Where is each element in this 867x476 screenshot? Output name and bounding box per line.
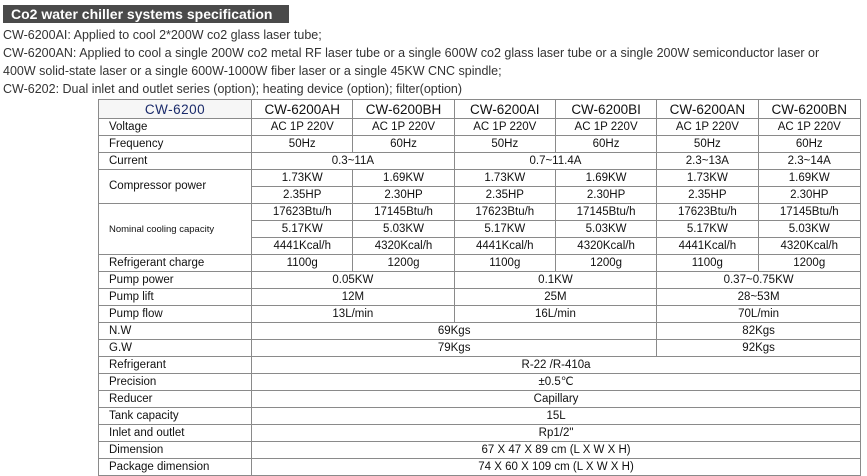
table-row-refrigerant: [99, 357, 861, 374]
row-label: Frequency: [99, 136, 252, 153]
cell: 2.30HP: [555, 187, 656, 204]
cell: 0.37~0.75KW: [657, 272, 861, 289]
model-cell: CW-6200AI: [454, 100, 555, 119]
model-cell: CW-6200AH: [252, 100, 353, 119]
cell: 2.35HP: [657, 187, 758, 204]
row-label: N.W: [99, 323, 252, 340]
table-row-models: [99, 100, 861, 119]
table-row-cooling-btu: [99, 204, 861, 221]
cell: 5.17KW: [252, 221, 353, 238]
cell: 60Hz: [758, 136, 861, 153]
cell: 0.7~11.4A: [454, 153, 657, 170]
cell: 28~53M: [657, 289, 861, 306]
row-label: Refrigerant: [99, 357, 252, 374]
cell: 2.30HP: [353, 187, 454, 204]
cell: AC 1P 220V: [657, 119, 758, 136]
cell: 17623Btu/h: [657, 204, 758, 221]
table-row-package: [99, 459, 861, 476]
row-label: Dimension: [99, 442, 252, 459]
table-row-tank: [99, 408, 861, 425]
cell: 4441Kcal/h: [454, 238, 555, 255]
description-an: CW-6200AN: Applied to cool a single 200W co2 metal RF laser tube or a single 600W co2 glass laser tube or a single 200W semiconductor laser or: [3, 46, 820, 60]
row-label: Voltage: [99, 119, 252, 136]
table-row-gw: [99, 340, 861, 357]
cell: 1.73KW: [252, 170, 353, 187]
cell: 4320Kcal/h: [758, 238, 861, 255]
cell: 2.3~14A: [758, 153, 861, 170]
cell: 1.69KW: [353, 170, 454, 187]
cell: 2.30HP: [758, 187, 861, 204]
row-label: Current: [99, 153, 252, 170]
table-row-pump-lift: [99, 289, 861, 306]
row-label: Compressor power: [99, 170, 252, 204]
cell: 5.17KW: [657, 221, 758, 238]
cell: 1200g: [555, 255, 656, 272]
row-label: Tank capacity: [99, 408, 252, 425]
cell: 1.73KW: [657, 170, 758, 187]
row-label: G.W: [99, 340, 252, 357]
cell: 2.35HP: [454, 187, 555, 204]
cell: 1100g: [657, 255, 758, 272]
table-row-compressor-kw: [99, 170, 861, 187]
cell: 2.3~13A: [657, 153, 758, 170]
model-cell: CW-6200AN: [657, 100, 758, 119]
row-label: Pump lift: [99, 289, 252, 306]
cell: 1100g: [252, 255, 353, 272]
cell: 82Kgs: [657, 323, 861, 340]
table-row-current: [99, 153, 861, 170]
row-label: Refrigerant charge: [99, 255, 252, 272]
cell: Rp1/2": [252, 425, 861, 442]
cell: 15L: [252, 408, 861, 425]
row-label: Pump power: [99, 272, 252, 289]
cell: AC 1P 220V: [454, 119, 555, 136]
row-label: Nominal cooling capacity: [99, 204, 252, 255]
row-label: Reducer: [99, 391, 252, 408]
table-row-refrigerant-charge: [99, 255, 861, 272]
page-title: Co2 water chiller systems specification: [3, 5, 289, 23]
row-label: Pump flow: [99, 306, 252, 323]
cell: 5.03KW: [758, 221, 861, 238]
cell: 60Hz: [353, 136, 454, 153]
cell: AC 1P 220V: [555, 119, 656, 136]
cell: 67 X 47 X 89 cm (L X W X H): [252, 442, 861, 459]
cell: 0.05KW: [252, 272, 455, 289]
cell: 4441Kcal/h: [252, 238, 353, 255]
table-row-pump-power: [99, 272, 861, 289]
table-row-nw: [99, 323, 861, 340]
cell: 1200g: [758, 255, 861, 272]
cell: 12M: [252, 289, 455, 306]
cell: 60Hz: [555, 136, 656, 153]
cell: 50Hz: [454, 136, 555, 153]
cell: 4320Kcal/h: [353, 238, 454, 255]
model-cell: CW-6200BH: [353, 100, 454, 119]
row-label: Precision: [99, 374, 252, 391]
row-label: Package dimension: [99, 459, 252, 476]
cell: 16L/min: [454, 306, 657, 323]
cell: 17623Btu/h: [252, 204, 353, 221]
cell: 0.1KW: [454, 272, 657, 289]
cell: Capillary: [252, 391, 861, 408]
cell: 74 X 60 X 109 cm (L X W X H): [252, 459, 861, 476]
cell: AC 1P 220V: [353, 119, 454, 136]
cell: 1.73KW: [454, 170, 555, 187]
cell: 70L/min: [657, 306, 861, 323]
cell: 0.3~11A: [252, 153, 455, 170]
series-name: CW-6200: [99, 100, 252, 119]
cell: 5.17KW: [454, 221, 555, 238]
table-row-frequency: [99, 136, 861, 153]
description-an-cont: 400W solid-state laser or a single 600W-1000W fiber laser or a single 45KW CNC spindle;: [3, 64, 502, 78]
model-cell: CW-6200BI: [555, 100, 656, 119]
description-6202: CW-6202: Dual inlet and outlet series (option); heating device (option); filter(option): [3, 82, 463, 96]
row-label: Inlet and outlet: [99, 425, 252, 442]
table-row-precision: [99, 374, 861, 391]
cell: AC 1P 220V: [252, 119, 353, 136]
table-row-dimension: [99, 442, 861, 459]
table-row-inlet: [99, 425, 861, 442]
cell: 1.69KW: [758, 170, 861, 187]
spec-table: [98, 99, 861, 476]
cell: 13L/min: [252, 306, 455, 323]
cell: 17145Btu/h: [353, 204, 454, 221]
cell: 5.03KW: [353, 221, 454, 238]
cell: 50Hz: [657, 136, 758, 153]
cell: AC 1P 220V: [758, 119, 861, 136]
description-ai: CW-6200AI: Applied to cool 2*200W co2 glass laser tube;: [3, 28, 322, 42]
cell: 69Kgs: [252, 323, 657, 340]
cell: 5.03KW: [555, 221, 656, 238]
cell: 17623Btu/h: [454, 204, 555, 221]
cell: 25M: [454, 289, 657, 306]
cell: R-22 /R-410a: [252, 357, 861, 374]
cell: 1100g: [454, 255, 555, 272]
cell: 4320Kcal/h: [555, 238, 656, 255]
cell: 50Hz: [252, 136, 353, 153]
cell: 2.35HP: [252, 187, 353, 204]
cell: 1200g: [353, 255, 454, 272]
model-cell: CW-6200BN: [758, 100, 861, 119]
cell: 1.69KW: [555, 170, 656, 187]
table-row-voltage: [99, 119, 861, 136]
cell: 92Kgs: [657, 340, 861, 357]
cell: ±0.5℃: [252, 374, 861, 391]
cell: 17145Btu/h: [758, 204, 861, 221]
cell: 4441Kcal/h: [657, 238, 758, 255]
cell: 17145Btu/h: [555, 204, 656, 221]
cell: 79Kgs: [252, 340, 657, 357]
table-row-pump-flow: [99, 306, 861, 323]
table-row-reducer: [99, 391, 861, 408]
